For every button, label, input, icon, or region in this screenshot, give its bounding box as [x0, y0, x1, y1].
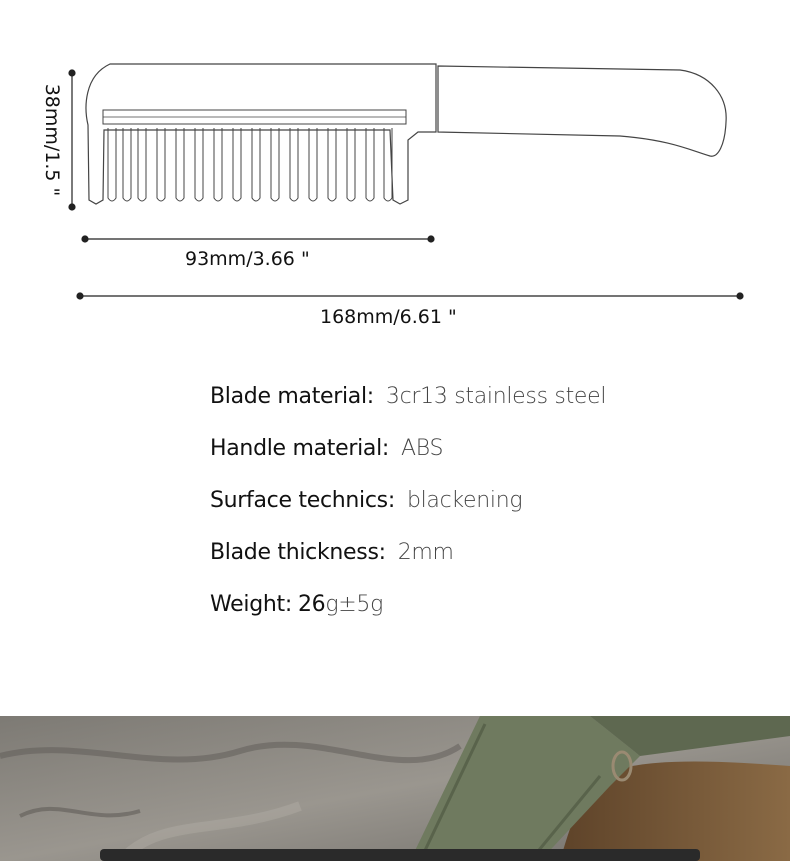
- spec-label: Weight:: [210, 591, 292, 617]
- blade-length-dimension: [82, 236, 434, 242]
- spec-label: Blade material:: [210, 383, 374, 409]
- comb-teeth: [108, 128, 392, 201]
- spec-value: g±5g: [325, 591, 384, 617]
- spec-value: 3cr13 stainless steel: [385, 383, 607, 409]
- spec-row-surface-technics: [210, 474, 606, 526]
- spec-label: Handle material:: [210, 435, 390, 461]
- total-length-label: 168mm/6.61 ": [320, 306, 457, 328]
- spec-value-strong: 26: [297, 591, 326, 617]
- outline-drawing: [0, 0, 790, 340]
- knife-edge: [100, 849, 700, 861]
- total-length-dimension: [77, 293, 743, 299]
- handle-outline: [438, 66, 726, 156]
- spec-label: Blade thickness:: [210, 539, 386, 565]
- spec-row-blade-thickness: [210, 526, 606, 578]
- height-dimension: [69, 70, 75, 210]
- product-photo: [0, 716, 790, 861]
- spec-list: [210, 370, 606, 630]
- spec-row-blade-material: [210, 370, 606, 422]
- photo-illustration: [0, 716, 790, 861]
- spec-value: 2mm: [397, 539, 454, 565]
- spec-row-weight: [210, 578, 606, 630]
- spec-value: blackening: [406, 487, 523, 513]
- spec-value: ABS: [401, 435, 444, 461]
- comb-knife-diagram: [0, 0, 790, 340]
- spec-row-handle-material: [210, 422, 606, 474]
- height-label: 38mm/1.5 ": [41, 83, 63, 197]
- blade-length-label: 93mm/3.66 ": [185, 248, 310, 270]
- spec-label: Surface technics:: [210, 487, 395, 513]
